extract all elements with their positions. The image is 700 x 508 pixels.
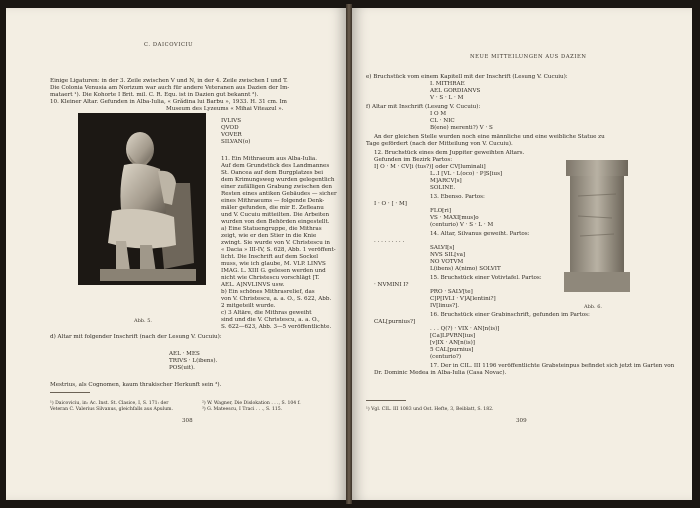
text-line: . . . Q(?) · VIX · AN[n(is)] <box>430 326 500 332</box>
text-line: AEL GORDIANVS <box>430 88 481 94</box>
column-line: St. Oancea auf dem Burgplatzes bei <box>221 170 323 176</box>
footnote: Veteran C. Valerius Silvanus, gleichfalls aus Apulum. <box>50 407 173 412</box>
figure-caption: Abb. 6. <box>584 304 602 310</box>
inscription-line: VOVER <box>221 132 242 138</box>
column-line: dem Krimungsweg wurden gelegentlich <box>221 177 335 183</box>
text-line: SOLINE. <box>430 185 456 191</box>
inscription-line: POS(uit). <box>169 365 195 371</box>
column-line: 2 mitgeteilt wurde. <box>221 303 276 309</box>
text-line: PRO · SALV[te] <box>430 289 473 295</box>
text-line: (centurio) V · S · L · M <box>430 222 494 228</box>
text-line: V · S · L · M <box>430 95 464 101</box>
paragraph-line: Museum des Lyzeums « Mihai Viteazul ». <box>166 106 284 112</box>
column-line: nicht wie Christescu vorschlägt [T. <box>221 275 320 281</box>
paragraph-line: Die Colonia Venusia am Norizum war auch für andere Veteranen aus Dazien der Im- <box>50 85 290 91</box>
statue-figure-illustration <box>78 113 206 285</box>
column-line: S. 622—623, Abb. 3—5 veröffentlichte. <box>221 324 332 330</box>
altar-illustration <box>560 156 634 296</box>
text-line: CAL[purnius?] <box>374 319 416 325</box>
footnote-rule <box>366 400 406 401</box>
column-line: a) Eine Statuengruppe, die Mithras <box>221 226 322 232</box>
paragraph-line: Einige Ligaturen: in der 3. Zeile zwischen V und N, in der 4. Zeile zwischen I und T. <box>50 78 288 84</box>
text-line: e) Bruchstück vom einem Kapitell mit der Inschrift (Lesung V. Cucuiu): <box>366 74 568 80</box>
text-line: I. MITHRAE <box>430 81 465 87</box>
footnote: ²) W. Wagner, Die Dislokation . . ., S. 104 f. <box>202 401 301 406</box>
column-line: eines Mithraeums — folgende Denk- <box>221 198 325 204</box>
column-line: sind und die V. Christescu, a. a. O., <box>221 317 320 323</box>
inscription-line: SILVAN(o) <box>221 139 251 145</box>
text-line: I · O · [ · M] <box>374 201 407 207</box>
paragraph-line: Mestrius, als Cognomen, kaum thrakischer Herkunft sein ³). <box>50 382 222 388</box>
column-line: muss, wie ich glaube, M. VLP. LINVS <box>221 261 326 267</box>
text-line: (centurio?) <box>430 354 462 360</box>
inscription-line: AEL · MES <box>169 351 200 357</box>
column-line: mäler gefunden, die mir E. Zefleanu <box>221 205 324 211</box>
altar-photo <box>560 156 634 296</box>
text-line: Tage gefördert (nach der Mitteilung von V. Cucuiu). <box>366 141 513 147</box>
text-line: . . . . . . . . . <box>374 238 405 244</box>
footnote: ³) G. Mateescu, I Traci . . ., S. 115. <box>202 407 283 412</box>
text-line: 5 CAL[purnius] <box>430 347 474 353</box>
text-line: An der gleichen Stelle wurden noch eine männliche und eine weibliche Statue zu <box>374 134 605 140</box>
text-line: C]P[IVLI · V]A[lentini?] <box>430 296 496 302</box>
text-line: 17. Der in CIL. III 1196 veröffentlichte Grabsteinpus befindet sich jetzt im Garten von <box>430 363 675 369</box>
text-line: · NVMINI I? <box>374 282 409 288</box>
text-line: Gefunden im Bezirk Partos: <box>374 157 453 163</box>
text-line: f) Altar mit Inschrift (Lesung V. Cucuiu): <box>366 104 481 110</box>
text-line: L(ibens) A(nimo) SOLVIT <box>430 266 501 272</box>
text-line: NVS SIL[va] <box>430 252 466 258</box>
page-number: 308 <box>182 418 193 424</box>
paragraph-line: d) Altar mit folgender Inschrift (nach der Lesung V. Cucuiu): <box>50 334 222 340</box>
text-line: L..I [VL · L(oco) · P]S[ius] <box>430 171 503 177</box>
text-line: [Ca]LPVRN[ius] <box>430 333 476 339</box>
text-line: 15. Bruchstück einer Votivtafel. Partos: <box>430 275 542 281</box>
statue-photo <box>78 113 206 285</box>
inscription-line: IVLIVS <box>221 118 242 124</box>
footnote: ¹) Vgl. CIL. III 1083 und Ost. Hefte, 3, Beiblatt, S. 182. <box>366 407 494 412</box>
text-line: 12. Bruchstück eines dem Juppiter geweihten Altars. <box>374 150 525 156</box>
column-line: von V. Christescu, a. a. O., S. 622, Abb. <box>221 296 332 302</box>
column-line: 11. Ein Mithraeum aus Alba-Iulia. <box>221 156 318 162</box>
inscription-line: QVOD <box>221 125 239 131</box>
text-line: 14. Altar, Silvanus geweiht. Partos: <box>430 231 530 237</box>
text-line: Dr. Dominic Medea in Alba-Iulia (Casa Novac). <box>374 370 507 376</box>
figure-caption: Abb. 5. <box>134 318 152 324</box>
text-line: IV[linus?]. <box>430 303 460 309</box>
column-line: und V. Cucuiu mitteilten. Die Arbeiten <box>221 212 330 218</box>
column-line: licht. Die Inschrift auf dem Sockel <box>221 254 319 260</box>
page-header: C. DAICOVICIU <box>144 42 194 48</box>
column-line: IMAG. L. XIII G. gelesen werden und <box>221 268 326 274</box>
column-line: c) 3 Altäre, die Mithras geweiht <box>221 310 312 316</box>
left-page <box>6 8 346 500</box>
text-line: M]ARCV[s] <box>430 178 462 184</box>
column-line: Resten eines antiken Gebäudes — sicher <box>221 191 337 197</box>
page-number: 309 <box>516 418 527 424</box>
column-line: « Dacia » III-IV, S. 628, Abb. 1 veröffent- <box>221 247 336 253</box>
text-line: FLO[ri] <box>430 208 452 214</box>
text-line: I O M <box>430 111 447 117</box>
text-line: SALVI[s] <box>430 245 455 251</box>
footnote-rule <box>50 392 90 393</box>
paragraph-line: 10. Kleiner Altar. Gefunden in Alba-Iulia, « Grădina lui Barbu », 1933. H. 31 cm. Im <box>50 99 287 105</box>
column-line: Auf dem Grundstück des Landmannes <box>221 163 330 169</box>
paragraph-line: mataert ¹). Die Kohorte I Brit. mil. C. R. Equ. ist in Dazien gut bekannt ²). <box>50 92 259 98</box>
page-header: NEUE MITTEILUNGEN AUS DAZIEN <box>470 54 587 60</box>
column-line: einer zufälligen Grabung zwischen den <box>221 184 332 190</box>
right-page <box>352 8 692 500</box>
inscription-line: TRIVS · L(ibens). <box>169 358 218 364</box>
column-line: AEL. A]NVLINVS usw. <box>221 282 285 288</box>
text-line: 16. Bruchstück einer Grabinschrift, gefunden im Partos: <box>430 312 590 318</box>
footnote: ¹) Daicoviciu, in: Ac. Inst. St. Clasice, I, S. 171: der <box>50 401 169 406</box>
column-line: zwingt. Sie wurde von V. Christescu in <box>221 240 331 246</box>
text-line: 13. Ebenso. Partos: <box>430 194 485 200</box>
text-line: VS · MAXI[mus]o <box>430 215 479 221</box>
text-line: CL · NIC <box>430 118 455 124</box>
text-line: I] O · M · CV[i (tus?)] oder CV[luminali] <box>374 164 486 170</box>
text-line: B(ene) merenti?) V · S <box>430 125 493 131</box>
text-line: NO VOTVM <box>430 259 464 265</box>
text-line: [v]IX · AN[n(is)] <box>430 340 475 346</box>
column-line: b) Ein schönes Mithrasrelief, das <box>221 289 315 295</box>
column-line: wurden von den Behörden eingestellt. <box>221 219 330 225</box>
column-line: zeigt, wie er den Stier in die Knie <box>221 233 317 239</box>
